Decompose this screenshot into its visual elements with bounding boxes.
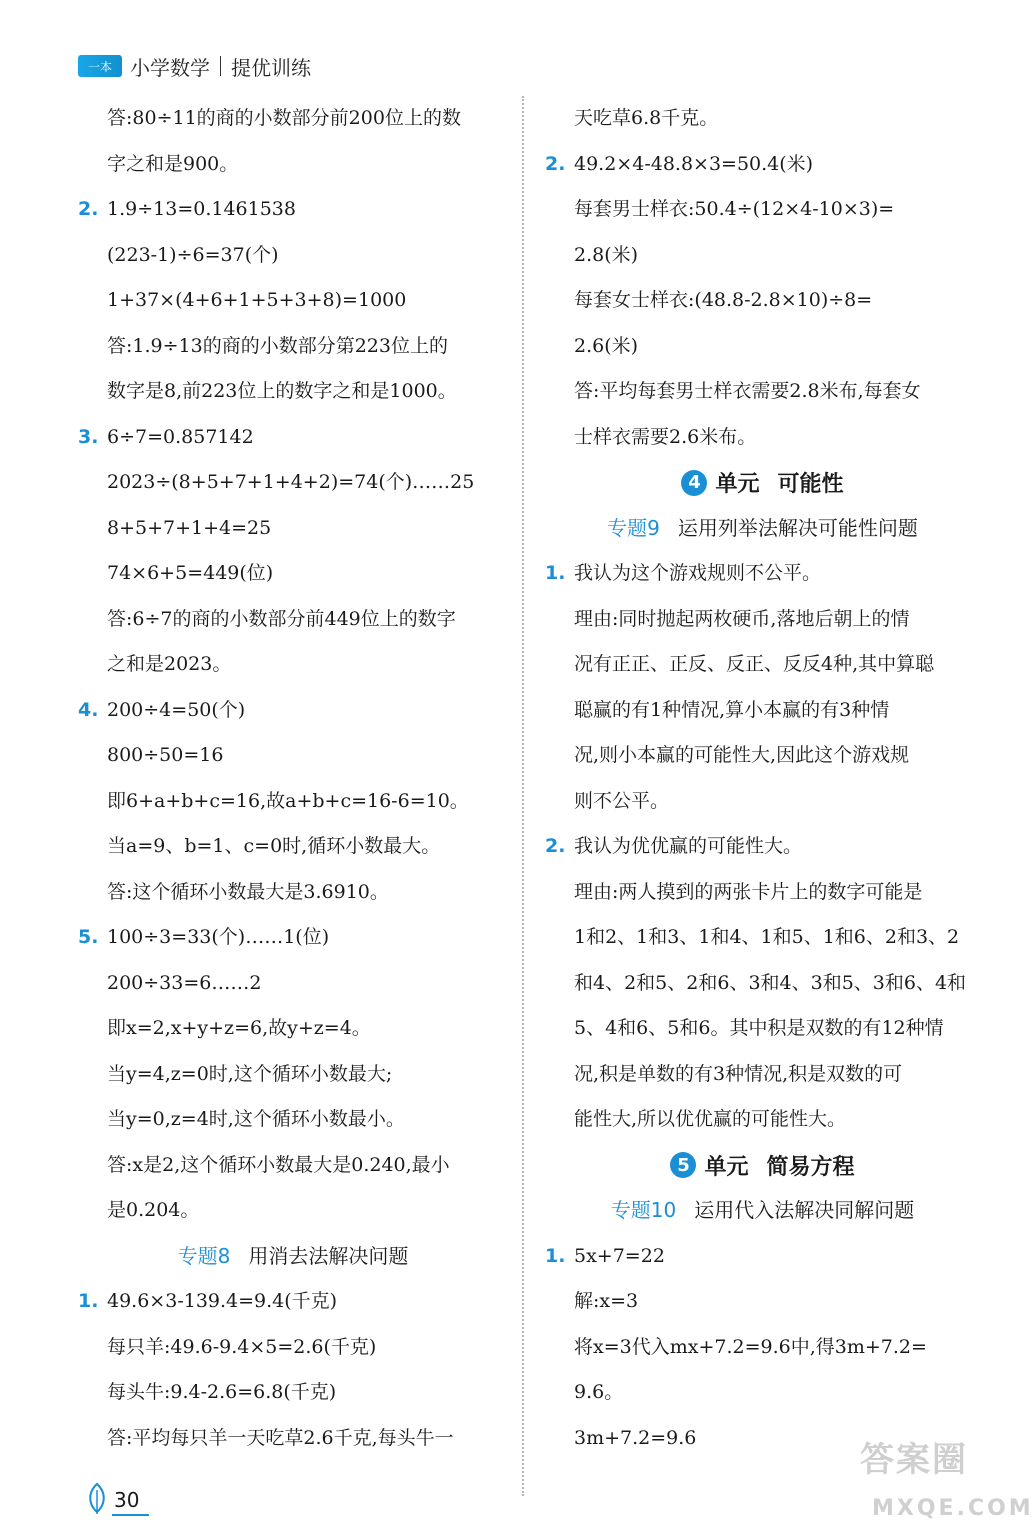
question-number: 1. xyxy=(545,1244,566,1267)
answer-line xyxy=(78,460,508,506)
answer-line xyxy=(78,961,508,1007)
question-number: 5. xyxy=(78,926,99,948)
answer-line xyxy=(78,642,508,688)
topic-title: 用消去法解决问题 xyxy=(248,1243,409,1268)
answer-text: 200÷33=6……2 xyxy=(107,971,262,994)
page-footer xyxy=(86,1480,149,1516)
answer-line xyxy=(545,415,980,461)
answer-text: 800÷50=16 xyxy=(107,744,224,766)
answer-text: 理由:同时抛起两枚硬币,落地后朝上的情 xyxy=(574,607,910,630)
answer-line xyxy=(78,1097,508,1143)
answer-line xyxy=(545,96,980,142)
answer-text: 答:平均每套男士样衣需要2.8米布,每套女 xyxy=(574,380,921,402)
answer-text: 士样衣需要2.6米布。 xyxy=(574,425,757,448)
answer-line xyxy=(545,1052,980,1098)
page-header xyxy=(78,50,311,82)
answer-text: 每头牛:9.4-2.6=6.8(千克) xyxy=(107,1381,337,1403)
answer-line xyxy=(78,1279,508,1325)
topic-heading xyxy=(545,1188,980,1234)
answer-line xyxy=(78,870,508,916)
question-number: 2. xyxy=(78,198,99,220)
topic-heading xyxy=(545,506,980,552)
answer-text: 则不公平。 xyxy=(574,789,670,812)
answer-line xyxy=(545,1279,980,1325)
unit-title: 简易方程 xyxy=(766,1154,855,1180)
answer-text: 理由:两人摸到的两张卡片上的数字可能是 xyxy=(574,880,923,903)
question-number: 1. xyxy=(545,562,566,584)
answer-text: 74×6+5=449(位) xyxy=(107,562,274,584)
answer-line xyxy=(78,324,508,370)
question-number: 2. xyxy=(545,152,566,175)
topic-heading xyxy=(78,1234,508,1280)
answer-line xyxy=(545,870,980,916)
unit-heading xyxy=(545,1143,980,1189)
watermark-url: MXQE.COM xyxy=(872,1496,1034,1521)
answer-line xyxy=(78,278,508,324)
answer-text: 答:这个循环小数最大是3.6910。 xyxy=(107,880,389,903)
answer-text: 是0.204。 xyxy=(107,1199,200,1221)
answer-line xyxy=(78,551,508,597)
answer-line xyxy=(78,142,508,188)
brand-logo: 一本 xyxy=(78,55,122,77)
answer-text: 2023÷(8+5+7+1+4+2)=74(个)……25 xyxy=(107,471,475,493)
right-column xyxy=(545,96,980,1461)
answer-line xyxy=(545,1006,980,1052)
answer-text: 49.2×4-48.8×3=50.4(米) xyxy=(574,152,814,175)
answer-line xyxy=(545,688,980,734)
answer-text: 2.6(米) xyxy=(574,334,639,357)
answer-text: 即x=2,x+y+z=6,故y+z=4。 xyxy=(107,1017,371,1039)
answer-line xyxy=(78,915,508,961)
answer-text: 我认为优优赢的可能性大。 xyxy=(574,835,803,857)
topic-title: 运用代入法解决同解问题 xyxy=(694,1198,915,1222)
unit-heading xyxy=(545,460,980,506)
answer-line xyxy=(78,779,508,825)
answer-line xyxy=(545,187,980,233)
answer-text: 字之和是900。 xyxy=(107,152,239,175)
answer-line xyxy=(78,1006,508,1052)
answer-text: 每套女士样衣:(48.8-2.8×10)÷8= xyxy=(574,289,873,311)
answer-line xyxy=(545,597,980,643)
answer-line xyxy=(78,1052,508,1098)
answer-text: 之和是2023。 xyxy=(107,653,232,675)
header-separator xyxy=(220,56,221,76)
answer-line xyxy=(545,961,980,1007)
topic-label: 专题10 xyxy=(610,1198,677,1222)
unit-number-badge: 5 xyxy=(670,1152,696,1178)
answer-line xyxy=(545,142,980,188)
answer-text: 答:80÷11的商的小数部分前200位上的数 xyxy=(107,107,461,129)
answer-text: 答:1.9÷13的商的小数部分第223位上的 xyxy=(107,334,448,357)
question-number: 1. xyxy=(78,1290,99,1312)
answer-text: 5x+7=22 xyxy=(574,1244,665,1267)
unit-number-badge: 4 xyxy=(681,470,707,496)
answer-text: 1.9÷13=0.1461538 xyxy=(107,198,296,220)
answer-text: 况,则小本赢的可能性大,因此这个游戏规 xyxy=(574,744,910,766)
answer-line xyxy=(545,369,980,415)
answer-text: 每只羊:49.6-9.4×5=2.6(千克) xyxy=(107,1335,377,1358)
answer-text: 3m+7.2=9.6 xyxy=(574,1426,697,1449)
answer-line xyxy=(78,1325,508,1371)
answer-text: 49.6×3-139.4=9.4(千克) xyxy=(107,1290,338,1312)
answer-line xyxy=(78,1416,508,1462)
answer-line xyxy=(545,733,980,779)
answer-text: 解:x=3 xyxy=(574,1290,639,1312)
book-subtitle: 提优训练 xyxy=(231,55,311,80)
left-column xyxy=(78,96,508,1461)
answer-line xyxy=(78,597,508,643)
watermark-logo: 答案圈 xyxy=(860,1440,968,1480)
unit-title: 可能性 xyxy=(777,472,844,498)
leaf-icon xyxy=(86,1482,108,1516)
answer-text: 200÷4=50(个) xyxy=(107,698,246,721)
answer-text: 况,积是单数的有3种情况,积是双数的可 xyxy=(574,1062,903,1085)
answer-text: 和4、2和5、2和6、3和4、3和5、3和6、4和 xyxy=(574,971,967,994)
answer-line xyxy=(545,915,980,961)
answer-text: 每套男士样衣:50.4÷(12×4-10×3)= xyxy=(574,198,895,220)
answer-line xyxy=(78,233,508,279)
answer-text: 1+37×(4+6+1+5+3+8)=1000 xyxy=(107,289,407,311)
answer-line xyxy=(545,551,980,597)
unit-label: 单元 xyxy=(704,1154,749,1180)
answer-text: 100÷3=33(个)……1(位) xyxy=(107,926,330,948)
answer-line xyxy=(545,278,980,324)
answer-text: 天吃草6.8千克。 xyxy=(574,107,719,129)
answer-line xyxy=(545,779,980,825)
book-title: 小学数学 xyxy=(130,55,210,80)
answer-text: 即6+a+b+c=16,故a+b+c=16-6=10。 xyxy=(107,789,469,812)
answer-text: 聪赢的有1种情况,算小本赢的有3种情 xyxy=(574,698,890,721)
answer-text: 数字是8,前223位上的数字之和是1000。 xyxy=(107,380,457,402)
answer-text: 我认为这个游戏规则不公平。 xyxy=(574,562,822,584)
answer-line xyxy=(545,1097,980,1143)
answer-line xyxy=(78,187,508,233)
question-number: 3. xyxy=(78,425,99,448)
answer-line xyxy=(78,369,508,415)
answer-line xyxy=(545,824,980,870)
column-divider xyxy=(522,96,524,1496)
answer-text: 答:平均每只羊一天吃草2.6千克,每头牛一 xyxy=(107,1426,454,1449)
answer-line xyxy=(545,1234,980,1280)
answer-text: (223-1)÷6=37(个) xyxy=(107,243,279,266)
answer-text: 2.8(米) xyxy=(574,243,639,266)
question-number: 2. xyxy=(545,835,566,857)
answer-line xyxy=(78,688,508,734)
answer-line xyxy=(545,1370,980,1416)
answer-text: 1和2、1和3、1和4、1和5、1和6、2和3、2 xyxy=(574,926,960,948)
answer-text: 答:6÷7的商的小数部分前449位上的数字 xyxy=(107,607,456,630)
answer-text: 当y=4,z=0时,这个循环小数最大; xyxy=(107,1062,393,1085)
answer-line xyxy=(78,1188,508,1234)
page-number: 30 xyxy=(112,1488,149,1516)
answer-text: 6÷7=0.857142 xyxy=(107,425,254,448)
answer-line xyxy=(545,642,980,688)
answer-text: 9.6。 xyxy=(574,1381,624,1403)
answer-line xyxy=(78,415,508,461)
topic-label: 专题8 xyxy=(177,1243,231,1268)
answer-text: 答:x是2,这个循环小数最大是0.240,最小 xyxy=(107,1153,450,1176)
answer-text: 8+5+7+1+4=25 xyxy=(107,516,272,539)
question-number: 4. xyxy=(78,698,99,721)
answer-line xyxy=(78,506,508,552)
answer-line xyxy=(545,1325,980,1371)
answer-line xyxy=(78,824,508,870)
answer-line xyxy=(545,324,980,370)
answer-text: 况有正正、正反、反正、反反4种,其中算聪 xyxy=(574,653,935,675)
answer-line xyxy=(78,1370,508,1416)
answer-text: 当y=0,z=4时,这个循环小数最小。 xyxy=(107,1108,405,1130)
answer-line xyxy=(78,96,508,142)
answer-line xyxy=(78,733,508,779)
answer-text: 当a=9、b=1、c=0时,循环小数最大。 xyxy=(107,835,441,857)
answer-text: 将x=3代入mx+7.2=9.6中,得3m+7.2= xyxy=(574,1335,927,1358)
answer-line xyxy=(545,233,980,279)
answer-text: 5、4和6、5和6。其中积是双数的有12种情 xyxy=(574,1017,944,1039)
topic-label: 专题9 xyxy=(607,515,660,540)
answer-line xyxy=(78,1143,508,1189)
answer-text: 能性大,所以优优赢的可能性大。 xyxy=(574,1108,847,1130)
unit-label: 单元 xyxy=(715,472,760,498)
topic-title: 运用列举法解决可能性问题 xyxy=(677,515,918,540)
